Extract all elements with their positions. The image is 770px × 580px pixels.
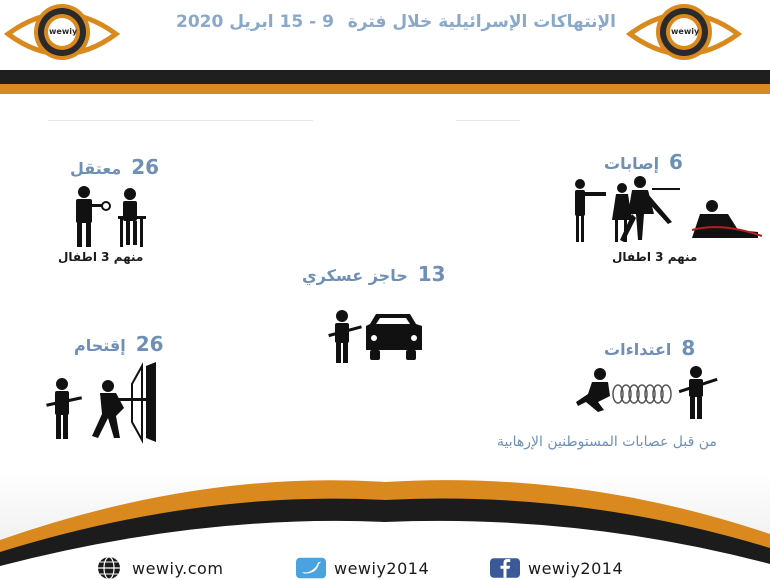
assaults-illustration xyxy=(574,362,724,422)
checkpoint-illustration xyxy=(326,308,424,364)
divider xyxy=(456,120,520,121)
globe-icon xyxy=(94,556,124,580)
stat-label: حاجز عسكري xyxy=(302,266,408,285)
facebook-icon xyxy=(490,556,520,580)
stat-number: 13 xyxy=(417,262,446,286)
twitter-handle: wewiy2014 xyxy=(334,558,430,578)
header xyxy=(0,0,770,70)
page-title: الإنتهاكات الإسرائيلية خلال فترة xyxy=(347,12,616,32)
stat-checkpoints xyxy=(302,262,446,286)
stat-assaults xyxy=(604,336,695,360)
logo-text: wewiy xyxy=(49,27,78,36)
stat-raids xyxy=(74,332,164,356)
facebook-handle: wewiy2014 xyxy=(528,558,624,578)
injuries-illustration xyxy=(572,174,764,246)
stat-number: 26 xyxy=(135,332,164,356)
title-row xyxy=(176,12,622,40)
website-text: wewiy.com xyxy=(132,558,224,578)
raids-illustration xyxy=(46,360,160,444)
twitter-icon xyxy=(296,556,326,580)
facebook-link[interactable] xyxy=(490,556,623,580)
twitter-link[interactable] xyxy=(296,556,429,580)
website-link[interactable] xyxy=(94,556,223,580)
stat-label: اعتداءات xyxy=(604,340,672,359)
stat-injuries xyxy=(604,150,683,174)
date-range: 9 - 15 ابريل 2020 xyxy=(176,12,334,32)
divider xyxy=(48,120,313,121)
stat-label: معتقل xyxy=(70,159,122,178)
detainees-note: منهم 3 اطفال xyxy=(58,250,144,264)
header-band-orange xyxy=(0,84,770,94)
assaults-note: من قبل عصابات المستوطنين الإرهابية xyxy=(497,434,717,450)
stat-number: 8 xyxy=(681,336,696,360)
injuries-note: منهم 3 اطفال xyxy=(612,250,698,264)
stat-number: 6 xyxy=(669,150,683,174)
logo-text: wewiy xyxy=(671,27,700,36)
stat-label: إقتحام xyxy=(74,336,126,355)
detainees-illustration xyxy=(66,184,152,248)
header-band-dark xyxy=(0,70,770,84)
stat-label: إصابات xyxy=(604,154,660,173)
stat-number: 26 xyxy=(131,155,160,179)
stat-detainees xyxy=(70,155,159,179)
